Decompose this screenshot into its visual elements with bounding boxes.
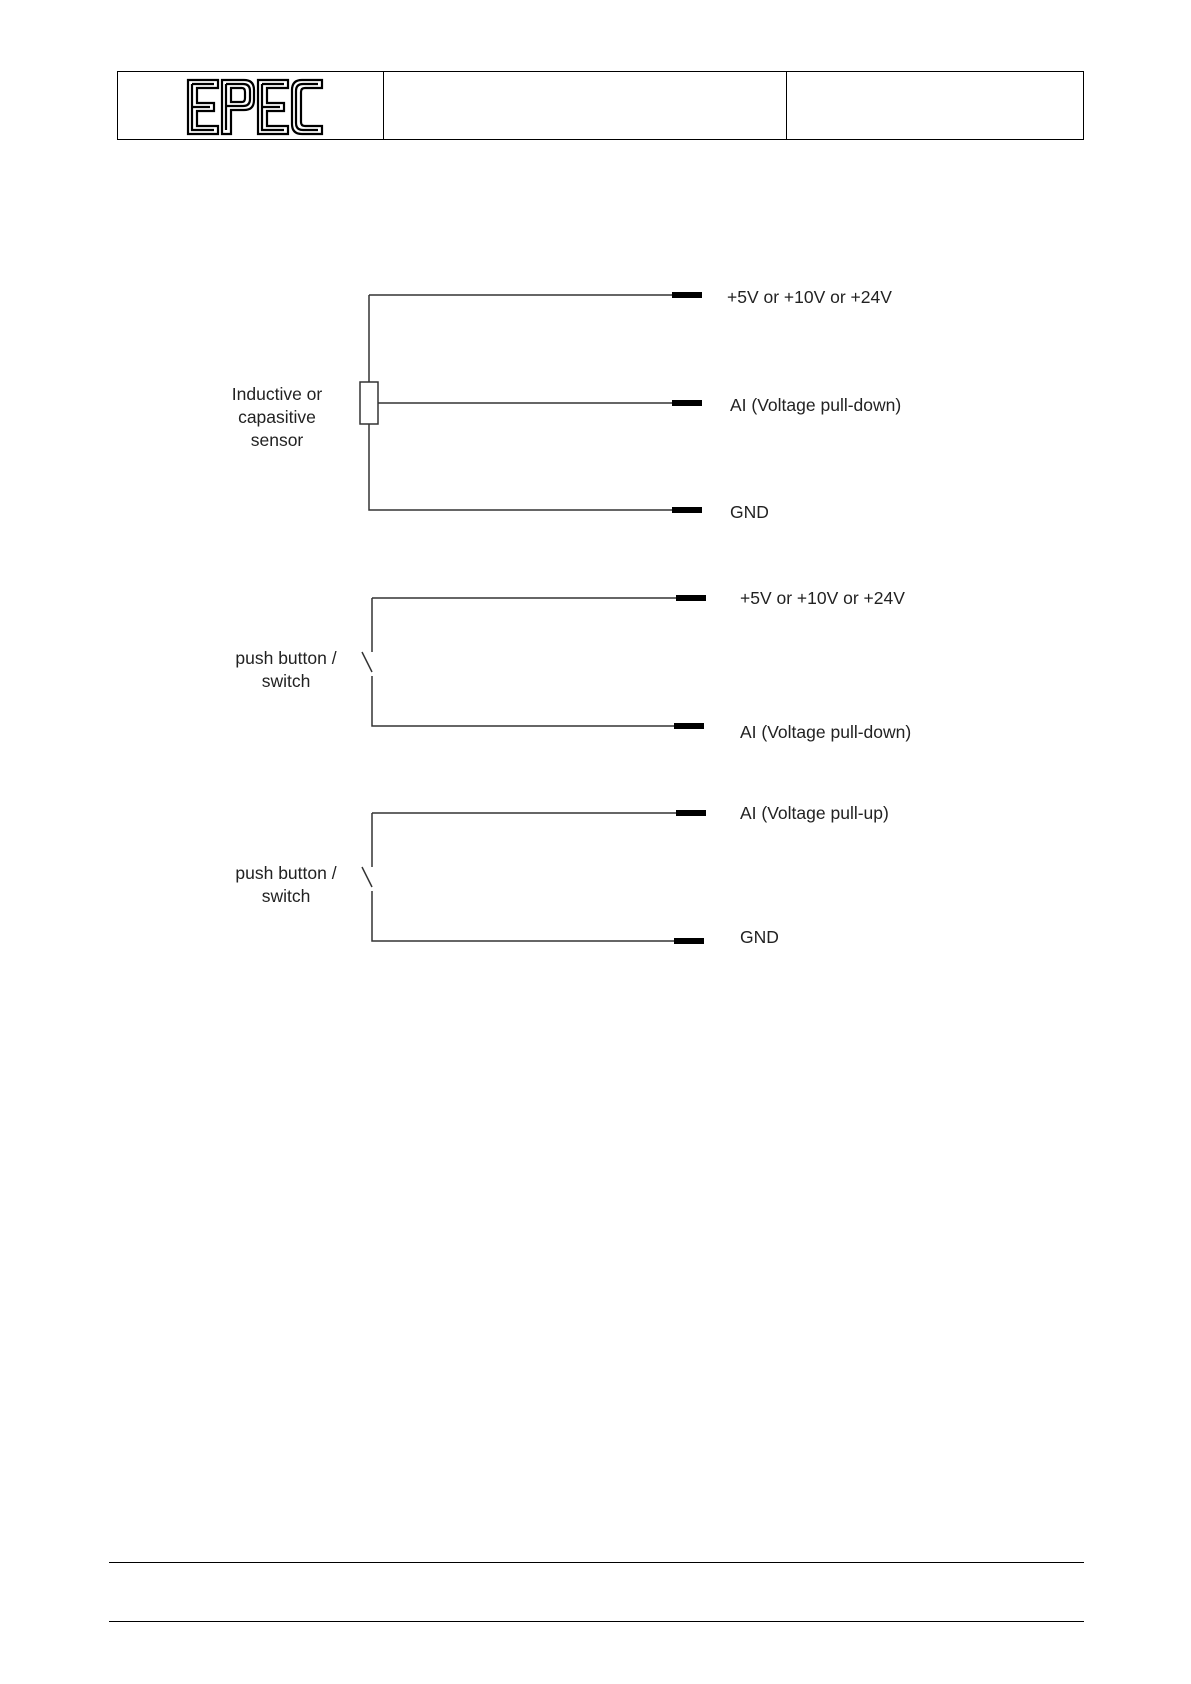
pulldown-signal-wire [372,676,678,726]
switch-pulldown-circuit [235,588,911,742]
terminal-pulldown-supply [676,595,706,601]
sensor-label-line-2: capasitive [238,407,316,427]
sensor-terminal-label-ground: GND [730,502,769,522]
pullup-ground-wire [372,891,678,941]
sensor-circuit [232,287,901,522]
terminal-sensor-signal [672,400,702,406]
pullup-terminal-label-ground: GND [740,927,779,947]
sensor-terminal-label-supply: +5V or +10V or +24V [727,287,892,307]
pulldown-switch-label-line-2: switch [261,671,311,691]
pulldown-switch-contact [362,652,372,672]
pulldown-switch-label-line-1: push button / [235,648,337,668]
terminal-pullup-signal [676,810,706,816]
pullup-switch-label-line-1: push button / [235,863,337,883]
sensor-symbol [360,382,378,424]
switch-pullup-circuit [235,803,888,947]
pullup-switch-label-line-2: switch [261,886,311,906]
sensor-terminal-label-signal: AI (Voltage pull-down) [730,395,902,415]
footer-bottom-rule [109,1621,1084,1622]
sensor-label-line-3: sensor [250,430,304,450]
terminal-pullup-ground [674,938,704,944]
terminal-pulldown-signal [674,723,704,729]
pullup-terminal-label-signal: AI (Voltage pull-up) [740,803,889,823]
footer-top-rule [109,1562,1084,1563]
terminal-sensor-ground [672,507,702,513]
pullup-switch-contact [362,867,372,887]
sensor-label-line-1: Inductive or [231,384,323,404]
terminal-sensor-supply [672,292,702,298]
pulldown-terminal-label-supply: +5V or +10V or +24V [740,588,905,608]
pulldown-terminal-label-signal: AI (Voltage pull-down) [740,722,912,742]
sensor-ground-wire [369,424,675,510]
